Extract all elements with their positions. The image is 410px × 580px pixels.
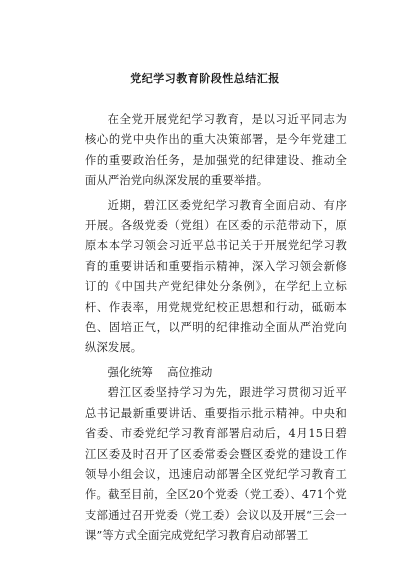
document-title: 党纪学习教育阶段性总结汇报: [130, 72, 280, 85]
paragraph-progress: 碧江区委坚持学习为先，跟进学习贯彻习近平总书记最新重要讲话、重要指示批示精神。中央和省委、市委党纪学习教育部署启动后，4月15日碧江区委及时召开了区委常委会暨区委党的建设工作领导小组会议，迅速启动部署全区党纪学习教育工作。截至目前，全区20个党委（党工委）、471个党支部通过召开党委（党工委）会议以及开展“三会一课”等方式全面完成党纪学习教育启动部署工: [85, 386, 347, 543]
paragraph-intro: 在全党开展党纪学习教育，是以习近平同志为核心的党中央作出的重大决策部署，是今年党建工作的重要政治任务，是加强党的纪律建设、推动全面从严治党向纵深发展的重要举措。: [85, 113, 347, 188]
section-subheading: 强化统筹 高位推动: [107, 365, 213, 379]
document-body: [85, 110, 347, 547]
paragraph-launch: 近期，碧江区委党纪学习教育全面启动、有序开展。各级党委（党组）在区委的示范带动下，原原本本学习领会习近平总书记关于开展党纪学习教育的重要讲话和重要指示精神，深入学习领会新修订的《中国共产党纪律处分条例》，在学纪上立标杆、作表率，用党规党纪校正思想和行动，砥砺本色、固培正气，以严明的纪律推动全面从严治党向纵深发展。: [85, 198, 347, 355]
